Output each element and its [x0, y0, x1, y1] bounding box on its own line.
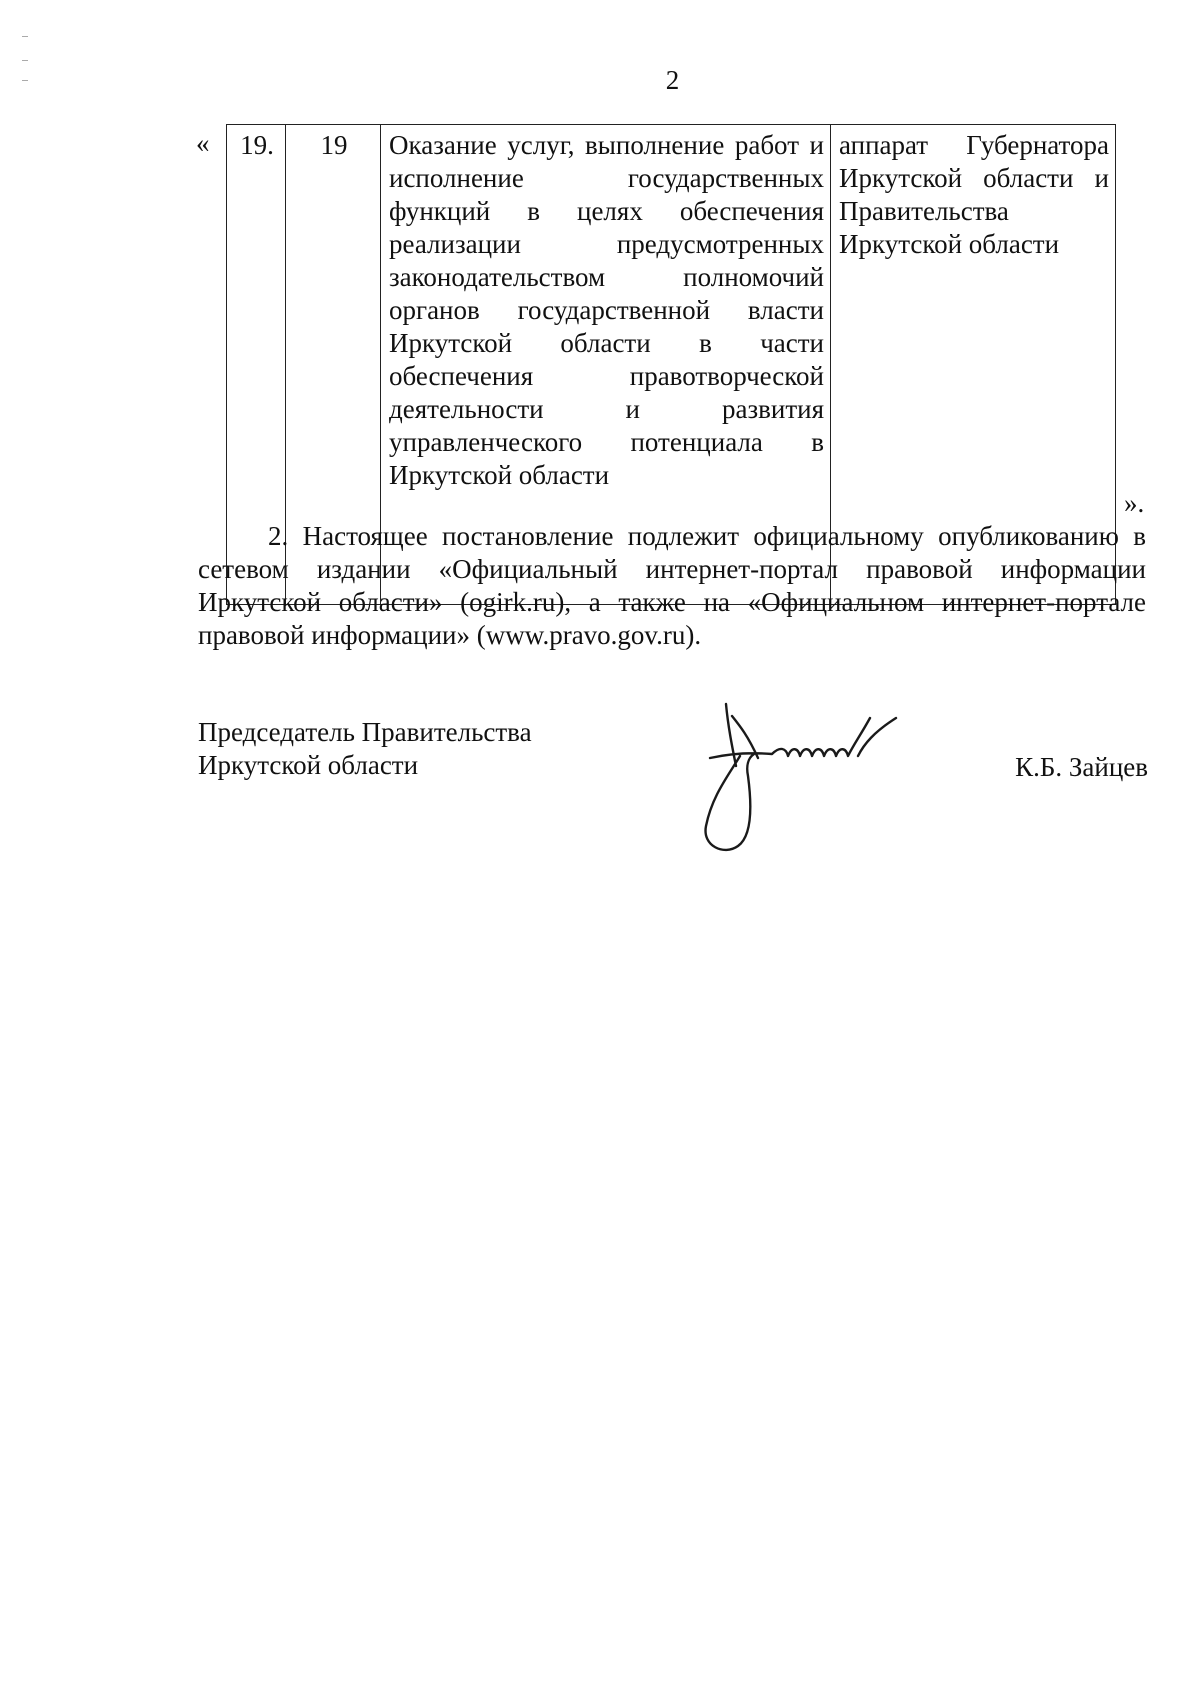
- signatory-title-line: Иркутской области: [198, 750, 419, 780]
- row-description-cell: Оказание услуг, выполнение работ и исполнение государственных функций в целях обеспечения реализации предусмотренных законодательством полномочий органов государственной власти Иркутской области в части обеспечения правотворческой деятельности и развития управленческого потенциала в Иркутской области: [381, 125, 831, 605]
- margin-tick: [22, 36, 28, 37]
- publication-paragraph: 2. Настоящее постановление подлежит официальному опубликованию в сетевом издании «Официальный интернет-портал правовой информации Иркутской области» (ogirk.ru), а также на «Официальном интернет-портале правовой информации» (www.pravo.gov.ru).: [198, 521, 1146, 650]
- signatory-name: К.Б. Зайцев: [1015, 752, 1148, 782]
- signature-block: [198, 716, 1148, 876]
- margin-tick: [22, 60, 28, 61]
- table-open-quote: «: [196, 128, 210, 158]
- row-organization-cell: аппарат Губернатора Иркутской области и Правительства Иркутской области: [831, 125, 1116, 605]
- table-close-quote: ».: [1124, 488, 1145, 518]
- signatory-title: [198, 716, 532, 782]
- handwritten-signature: [688, 696, 928, 856]
- row-code-cell: 19: [286, 125, 381, 605]
- row-number-cell: 19.: [227, 125, 286, 605]
- signatory-title-line: Председатель Правительства: [198, 717, 532, 747]
- page-number: 2: [665, 65, 680, 95]
